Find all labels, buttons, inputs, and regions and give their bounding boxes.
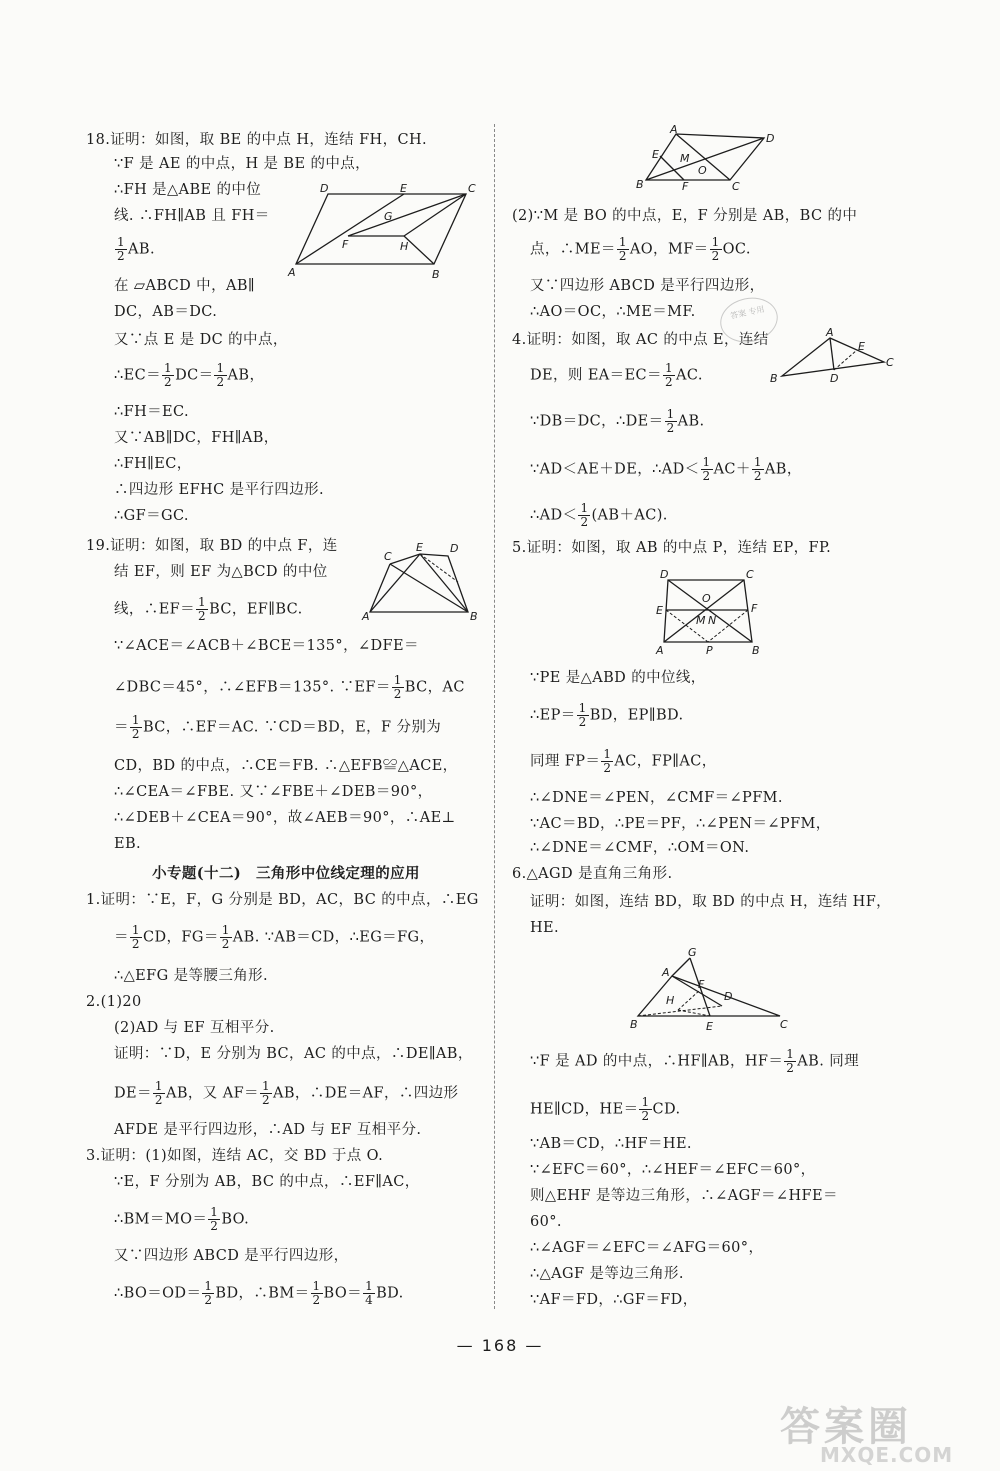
section-title: 小专题(十二) 三角形中位线定理的应用 — [152, 865, 420, 882]
text-line: 又∵四边形 ABCD 是平行四边形， — [114, 1248, 349, 1264]
text-line: ＝ $\frac{1}{2}$ BC，∴EF＝AC. ∵CD＝BD，E，F 分别为 — [114, 713, 442, 741]
fraction: $\frac{1}{2}$ — [702, 455, 711, 483]
figure-label: E — [656, 604, 663, 617]
fraction: $\frac{1}{2}$ — [131, 713, 140, 741]
text-line: 同理 FP＝ $\frac{1}{2}$ AC，FP∥AC， — [530, 747, 717, 775]
figure-label: O — [702, 592, 711, 605]
figure-label: F — [751, 602, 758, 615]
figure-label: M — [696, 614, 706, 627]
fraction: $\frac{1}{2}$ — [131, 923, 140, 951]
figure-label: B — [636, 178, 644, 191]
text-line: ∴EP＝ $\frac{1}{2}$ BD，EP∥BD. — [530, 701, 684, 729]
fraction: $\frac{1}{2}$ — [664, 361, 674, 389]
text-line: ∴GF＝GC. — [114, 508, 189, 524]
text-line: ∴EC＝ $\frac{1}{2}$ DC＝ $\frac{1}{2}$ AB， — [114, 361, 265, 389]
text-line: ∴∠CEA＝∠FBE. 又∵∠FBE＋∠DEB＝90°， — [114, 784, 433, 800]
fraction: $\frac{1}{2}$ — [618, 235, 627, 263]
figure-label: D — [766, 132, 775, 145]
figure-label: B — [752, 644, 760, 657]
figure-label: A — [656, 644, 664, 657]
text-line: ∵∠EFC＝60°，∴∠HEF＝∠EFC＝60°， — [530, 1162, 816, 1178]
figure-label: A — [362, 610, 370, 623]
fraction: $\frac{1}{2}$ — [641, 1095, 650, 1123]
text-line: ∴∠AGF＝∠EFC＝∠AFG＝60°， — [530, 1240, 764, 1256]
fraction: $\frac{1}{2}$ — [312, 1279, 321, 1307]
figure-label: F — [698, 978, 705, 991]
fraction: $\frac{1}{2}$ — [261, 1079, 270, 1107]
text-line: ∵PE 是△ABD 的中位线， — [530, 670, 706, 686]
figure-label: C — [886, 356, 894, 369]
text-line: 证明：∵D，E 分别为 BC，AC 的中点，∴DE∥AB， — [114, 1046, 473, 1062]
figure-label: F — [682, 180, 689, 193]
fraction: $\frac{1}{2}$ — [216, 361, 225, 389]
text-line: ∵AB＝CD，∴HF＝HE. — [530, 1136, 692, 1152]
text-line: ∴BO＝OD＝ $\frac{1}{2}$ BD，∴BM＝ $\frac{1}{2}$ BO＝ $\frac{1}{4}$ BD. — [114, 1279, 404, 1307]
fraction: $\frac{1}{2}$ — [666, 407, 675, 435]
figure-label: B — [470, 610, 478, 623]
fraction: $\frac{1}{2}$ — [603, 747, 612, 775]
text-line: ∴AO＝OC，∴ME＝MF. — [530, 304, 696, 320]
text-line: DC，AB＝DC. — [114, 304, 218, 320]
page-number: — 168 — — [456, 1336, 544, 1355]
text-line: DE＝ $\frac{1}{2}$ AB，又 AF＝ $\frac{1}{2}$ AB，∴DE＝AF，∴四边形 — [114, 1079, 459, 1107]
text-line: ∴AD＜ $\frac{1}{2}$ (AB＋AC). — [530, 501, 668, 529]
text-line: 3.证明：(1)如图，连结 AC，交 BD 于点 O. — [86, 1148, 384, 1164]
fraction: $\frac{1}{2}$ — [786, 1047, 795, 1075]
text-line: ∵F 是 AD 的中点，∴HF∥AB，HF＝ $\frac{1}{2}$ AB. 同理 — [530, 1047, 860, 1075]
figure-problem-19 — [362, 541, 480, 623]
text-line: (2)∵M 是 BO 的中点，E，F 分别是 AB，BC 的中 — [512, 208, 858, 224]
fraction: $\frac{1}{4}$ — [365, 1279, 374, 1307]
text-line: 线，∴EF＝ $\frac{1}{2}$ BC，EF∥BC. — [114, 595, 303, 623]
figure-label: A — [288, 266, 296, 279]
figure-label: B — [630, 1018, 638, 1031]
text-line: ∴FH∥EC， — [114, 456, 192, 472]
figure-label: C — [468, 182, 476, 195]
figure-label: C — [780, 1018, 788, 1031]
text-line: 5.证明：如图，取 AB 的中点 P，连结 EP，FP. — [512, 540, 832, 556]
text-line: ∵∠ACE＝∠ACB＋∠BCE＝135°，∠DFE＝ — [114, 638, 419, 654]
fraction: $\frac{1}{2}$ — [198, 595, 207, 623]
text-line: ∴△AGF 是等边三角形. — [530, 1266, 684, 1282]
text-line: EB. — [114, 836, 142, 852]
figure-label: G — [688, 946, 697, 959]
text-line: ∴FH＝EC. — [114, 404, 190, 420]
figure-label: E — [706, 1020, 713, 1033]
watermark-logo — [780, 1395, 990, 1465]
text-line: ∵DB＝DC，∴DE＝ $\frac{1}{2}$ AB. — [530, 407, 705, 435]
figure-label: F — [342, 238, 349, 251]
text-line: ∴∠DNE＝∠CMF，∴OM＝ON. — [530, 840, 750, 856]
figure-label: D — [724, 990, 733, 1003]
text-line: 又∵四边形 ABCD 是平行四边形， — [530, 278, 765, 294]
text-line: ∠DBC＝45°，∴∠EFB＝135°. ∵EF＝ $\frac{1}{2}$ BC，AC — [114, 673, 465, 701]
figure-problem-3 — [636, 123, 780, 194]
text-line: 18.证明：如图，取 BE 的中点 H，连结 FH，CH. — [86, 132, 428, 148]
text-line: ∵E，F 分别为 AB，BC 的中点，∴EF∥AC， — [114, 1174, 420, 1190]
text-line: $\frac{1}{2}$ AB. — [117, 235, 155, 263]
text-line: 又∵点 E 是 DC 的中点， — [114, 332, 288, 348]
figure-label: D — [830, 372, 839, 385]
figure-label: D — [450, 542, 459, 555]
figure-label: C — [732, 180, 740, 193]
figure-label: E — [416, 541, 423, 554]
fraction: $\frac{1}{2}$ — [580, 501, 589, 529]
text-line: DE，则 EA＝EC＝ $\frac{1}{2}$ AC. — [530, 361, 703, 389]
watermark-text: 答案圈 — [780, 1404, 912, 1450]
fraction: $\frac{1}{2}$ — [164, 361, 173, 389]
figure-label: B — [770, 372, 778, 385]
figure-label: A — [670, 123, 678, 136]
figure-label: A — [662, 966, 670, 979]
text-line: 1.证明：∵E，F，G 分别是 BD，AC，BC 的中点，∴EG — [86, 892, 479, 908]
text-line: ∴FH 是△ABE 的中位 — [114, 182, 262, 198]
text-line: ∵AF＝FD，∴GF＝FD， — [530, 1292, 698, 1308]
text-line: ∵AD＜AE＋DE，∴AD＜ $\frac{1}{2}$ AC＋ $\frac{1}{2}$ AB， — [530, 455, 802, 483]
text-line: HE∥CD，HE＝ $\frac{1}{2}$ CD. — [530, 1095, 681, 1123]
fraction: $\frac{1}{2}$ — [578, 701, 587, 729]
figure-label: M — [680, 152, 690, 165]
text-line: ∴BM＝MO＝ $\frac{1}{2}$ BO. — [114, 1205, 250, 1233]
figure-label: E — [652, 148, 659, 161]
figure-label: A — [826, 326, 834, 339]
fraction: $\frac{1}{2}$ — [210, 1205, 219, 1233]
text-line: ∴△EFG 是等腰三角形. — [114, 968, 269, 984]
text-line: CD，BD 的中点，∴CE＝FB. ∴△EFB≌△ACE， — [114, 758, 458, 774]
figure-problem-4 — [770, 326, 894, 390]
text-line: 6.△AGD 是直角三角形. — [512, 866, 673, 882]
figure-label: D — [660, 568, 669, 581]
fraction: $\frac{1}{2}$ — [393, 673, 402, 701]
text-line: 点，∴ME＝ $\frac{1}{2}$ AO，MF＝ $\frac{1}{2}$ OC. — [530, 235, 751, 263]
text-line: ∵F 是 AE 的中点，H 是 BE 的中点， — [114, 156, 371, 172]
figure-label: C — [384, 550, 392, 563]
text-line: ∵AC＝BD，∴PE＝PF，∴∠PEN＝∠PFM， — [530, 816, 831, 832]
figure-label: B — [432, 268, 440, 281]
fraction: $\frac{1}{2}$ — [753, 455, 762, 483]
figure-label: G — [384, 210, 393, 223]
figure-problem-5 — [656, 570, 766, 656]
text-line: 证明：如图，连结 BD，取 BD 的中点 H，连结 HF， — [530, 894, 892, 910]
text-line: 在 ▱ABCD 中，AB∥ — [114, 278, 256, 294]
fraction: $\frac{1}{2}$ — [204, 1279, 213, 1307]
text-line: 又∵AB∥DC，FH∥AB， — [114, 430, 279, 446]
text-line: 线. ∴FH∥AB 且 FH＝ — [114, 208, 270, 224]
figure-label: N — [708, 614, 717, 627]
fraction: $\frac{1}{2}$ — [154, 1079, 163, 1107]
watermark-url: MXQE.COM — [820, 1443, 954, 1467]
figure-label: H — [400, 240, 409, 253]
text-line: ＝ $\frac{1}{2}$ CD，FG＝ $\frac{1}{2}$ AB. ∵AB＝CD，∴EG＝FG， — [114, 923, 435, 951]
figure-label: P — [706, 644, 713, 657]
figure-label: O — [698, 164, 707, 177]
text-line: HE. — [530, 920, 560, 936]
figure-problem-18 — [288, 182, 476, 284]
figure-label: C — [746, 568, 754, 581]
column-divider — [494, 124, 495, 1309]
text-line: 结 EF，则 EF 为△BCD 的中位 — [114, 564, 328, 580]
text-line: 4.证明：如图，取 AC 的中点 E，连结 — [512, 332, 769, 348]
text-line: ∴四边形 EFHC 是平行四边形. — [114, 482, 325, 498]
text-line: 19.证明：如图，取 BD 的中点 F，连 — [86, 538, 338, 554]
fraction: $\frac{1}{2}$ — [221, 923, 230, 951]
figure-label: E — [858, 340, 865, 353]
stamp: 答案 专用 — [716, 292, 782, 347]
figure-problem-6 — [630, 946, 790, 1036]
text-line: 则△EHF 是等边三角形，∴∠AGF＝∠HFE＝ — [530, 1188, 838, 1204]
text-line: (2)AD 与 EF 互相平分. — [114, 1020, 275, 1036]
text-line: ∴∠DEB＋∠CEA＝90°，故∠AEB＝90°，∴AE⊥ — [114, 810, 456, 826]
figure-label: E — [400, 182, 407, 195]
text-line: 60°. — [530, 1214, 562, 1230]
figure-label: D — [320, 182, 329, 195]
figure-label: H — [666, 994, 675, 1007]
fraction: $\frac{1}{2}$ — [711, 235, 720, 263]
text-line: AFDE 是平行四边形，∴AD 与 EF 互相平分. — [114, 1122, 422, 1138]
text-line: ∴∠DNE＝∠PEN，∠CMF＝∠PFM. — [530, 790, 783, 806]
text-line: 2.(1)20 — [86, 994, 142, 1010]
fraction: $\frac{1}{2}$ — [117, 235, 126, 263]
